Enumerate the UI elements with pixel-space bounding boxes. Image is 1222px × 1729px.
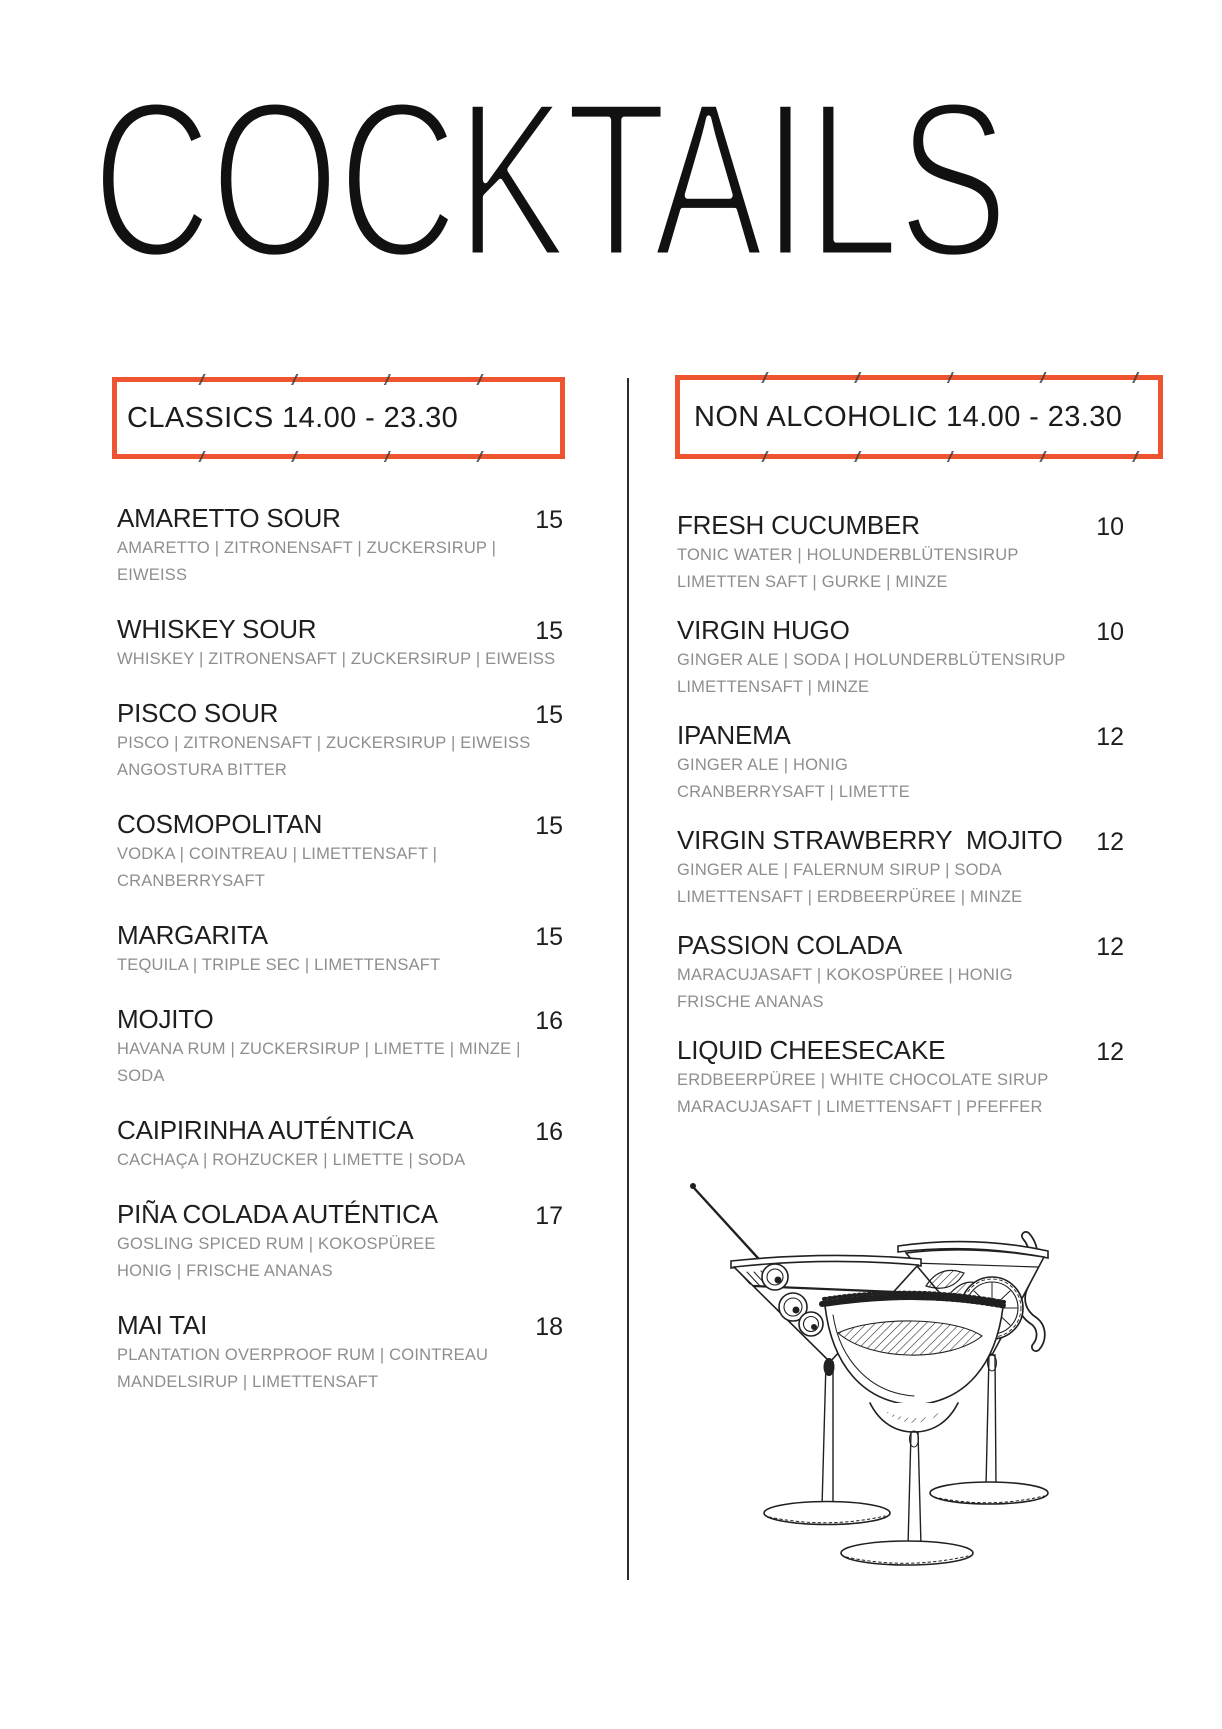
item-price: 17 bbox=[535, 1202, 563, 1230]
item-description: LIMETTENSAFT | MINZE bbox=[677, 678, 870, 696]
item-price: 10 bbox=[1096, 618, 1124, 646]
item-description: MANDELSIRUP | LIMETTENSAFT bbox=[117, 1373, 379, 1391]
classics-header-label: CLASSICS 14.00 - 23.30 bbox=[127, 401, 459, 434]
item-name: COSMOPOLITAN bbox=[117, 809, 323, 839]
item-row bbox=[117, 921, 563, 952]
item-description: VODKA | COINTREAU | LIMETTENSAFT | CRANBERRYSAFT bbox=[117, 845, 438, 890]
item-name: PASSION COLADA bbox=[677, 930, 903, 960]
item-description: TEQUILA | TRIPLE SEC | LIMETTENSAFT bbox=[117, 956, 441, 974]
item-row bbox=[677, 616, 1124, 647]
menu-item bbox=[677, 826, 1124, 911]
page-title bbox=[92, 56, 1010, 304]
item-price: 10 bbox=[1096, 513, 1124, 541]
item-description: CRANBERRYSAFT | LIMETTE bbox=[677, 783, 910, 801]
non-alcoholic-header-box bbox=[675, 375, 1163, 459]
item-description: MARACUJASAFT | LIMETTENSAFT | PFEFFER bbox=[677, 1098, 1043, 1116]
item-price: 15 bbox=[535, 923, 563, 951]
item-price: 15 bbox=[535, 506, 563, 534]
item-row bbox=[117, 1200, 563, 1231]
item-description: GINGER ALE | FALERNUM SIRUP | SODA bbox=[677, 861, 1002, 879]
menu-item bbox=[677, 616, 1124, 701]
menu-item bbox=[677, 511, 1124, 596]
item-row bbox=[117, 1311, 563, 1342]
item-row bbox=[117, 1005, 563, 1036]
item-description: GINGER ALE | HONIG bbox=[677, 756, 849, 774]
item-description: HONIG | FRISCHE ANANAS bbox=[117, 1262, 333, 1280]
item-name: MOJITO bbox=[117, 1004, 214, 1034]
item-row bbox=[677, 826, 1124, 857]
item-price: 12 bbox=[1096, 1038, 1124, 1066]
item-description: ERDBEERPÜREE | WHITE CHOCOLATE SIRUP bbox=[677, 1071, 1049, 1089]
item-description: PLANTATION OVERPROOF RUM | COINTREAU bbox=[117, 1346, 489, 1364]
item-description: ANGOSTURA BITTER bbox=[117, 761, 288, 779]
item-name: IPANEMA bbox=[677, 720, 791, 750]
item-price: 12 bbox=[1096, 933, 1124, 961]
item-price: 15 bbox=[535, 812, 563, 840]
menu-item bbox=[117, 504, 563, 589]
column-divider-line bbox=[627, 378, 629, 1580]
cocktail-glasses-illustration bbox=[630, 1110, 1050, 1590]
menu-item bbox=[677, 1036, 1124, 1121]
item-description: GINGER ALE | SODA | HOLUNDERBLÜTENSIRUP bbox=[677, 651, 1066, 669]
item-name: MARGARITA bbox=[117, 920, 268, 950]
item-description: TONIC WATER | HOLUNDERBLÜTENSIRUP bbox=[677, 546, 1019, 564]
menu-item bbox=[117, 1116, 563, 1174]
item-price: 16 bbox=[535, 1118, 563, 1146]
item-row bbox=[677, 511, 1124, 542]
item-description: HAVANA RUM | ZUCKERSIRUP | LIMETTE | MINZE | SODA bbox=[117, 1040, 521, 1085]
page-title-text: COCKTAILS bbox=[92, 56, 1007, 304]
menu-item bbox=[117, 810, 563, 895]
menu-item bbox=[677, 721, 1124, 806]
item-description: PISCO | ZITRONENSAFT | ZUCKERSIRUP | EIWEISS bbox=[117, 734, 531, 752]
item-description: LIMETTEN SAFT | GURKE | MINZE bbox=[677, 573, 948, 591]
menu-item bbox=[117, 699, 563, 784]
item-description: FRISCHE ANANAS bbox=[677, 993, 824, 1011]
menu-item bbox=[677, 931, 1124, 1016]
item-description: WHISKEY | ZITRONENSAFT | ZUCKERSIRUP | EIWEISS bbox=[117, 650, 556, 668]
item-name: VIRGIN STRAWBERRY MOJITO bbox=[677, 825, 1063, 855]
item-row bbox=[117, 699, 563, 730]
item-name: VIRGIN HUGO bbox=[677, 615, 850, 645]
item-description: LIMETTENSAFT | ERDBEERPÜREE | MINZE bbox=[677, 888, 1023, 906]
item-row bbox=[117, 504, 563, 535]
non-alcoholic-item-list bbox=[677, 511, 1124, 1141]
item-name: FRESH CUCUMBER bbox=[677, 510, 920, 540]
item-price: 15 bbox=[535, 617, 563, 645]
menu-item bbox=[117, 1005, 563, 1090]
item-description: MARACUJASAFT | KOKOSPÜREE | HONIG bbox=[677, 966, 1013, 984]
item-price: 16 bbox=[535, 1007, 563, 1035]
item-row bbox=[117, 1116, 563, 1147]
item-name: AMARETTO SOUR bbox=[117, 503, 341, 533]
menu-item bbox=[117, 615, 563, 673]
item-row bbox=[677, 931, 1124, 962]
item-name: CAIPIRINHA AUTÉNTICA bbox=[117, 1115, 414, 1145]
item-row bbox=[677, 1036, 1124, 1067]
item-name: WHISKEY SOUR bbox=[117, 614, 317, 644]
classics-item-list bbox=[117, 504, 563, 1422]
classics-header-box bbox=[112, 377, 565, 459]
item-price: 18 bbox=[535, 1313, 563, 1341]
menu-item bbox=[117, 1200, 563, 1285]
menu-item bbox=[117, 1311, 563, 1396]
item-name: PISCO SOUR bbox=[117, 698, 279, 728]
non-alcoholic-header-label: NON ALCOHOLIC 14.00 - 23.30 bbox=[694, 400, 1123, 433]
item-row bbox=[117, 615, 563, 646]
item-name: MAI TAI bbox=[117, 1310, 208, 1340]
item-description: CACHAÇA | ROHZUCKER | LIMETTE | SODA bbox=[117, 1151, 466, 1169]
item-description: GOSLING SPICED RUM | KOKOSPÜREE bbox=[117, 1235, 436, 1253]
item-price: 12 bbox=[1096, 723, 1124, 751]
menu-item bbox=[117, 921, 563, 979]
item-description: AMARETTO | ZITRONENSAFT | ZUCKERSIRUP | EIWEISS bbox=[117, 539, 497, 584]
item-price: 15 bbox=[535, 701, 563, 729]
item-price: 12 bbox=[1096, 828, 1124, 856]
item-row bbox=[677, 721, 1124, 752]
item-name: PIÑA COLADA AUTÉNTICA bbox=[117, 1199, 438, 1229]
item-name: LIQUID CHEESECAKE bbox=[677, 1035, 946, 1065]
item-row bbox=[117, 810, 563, 841]
